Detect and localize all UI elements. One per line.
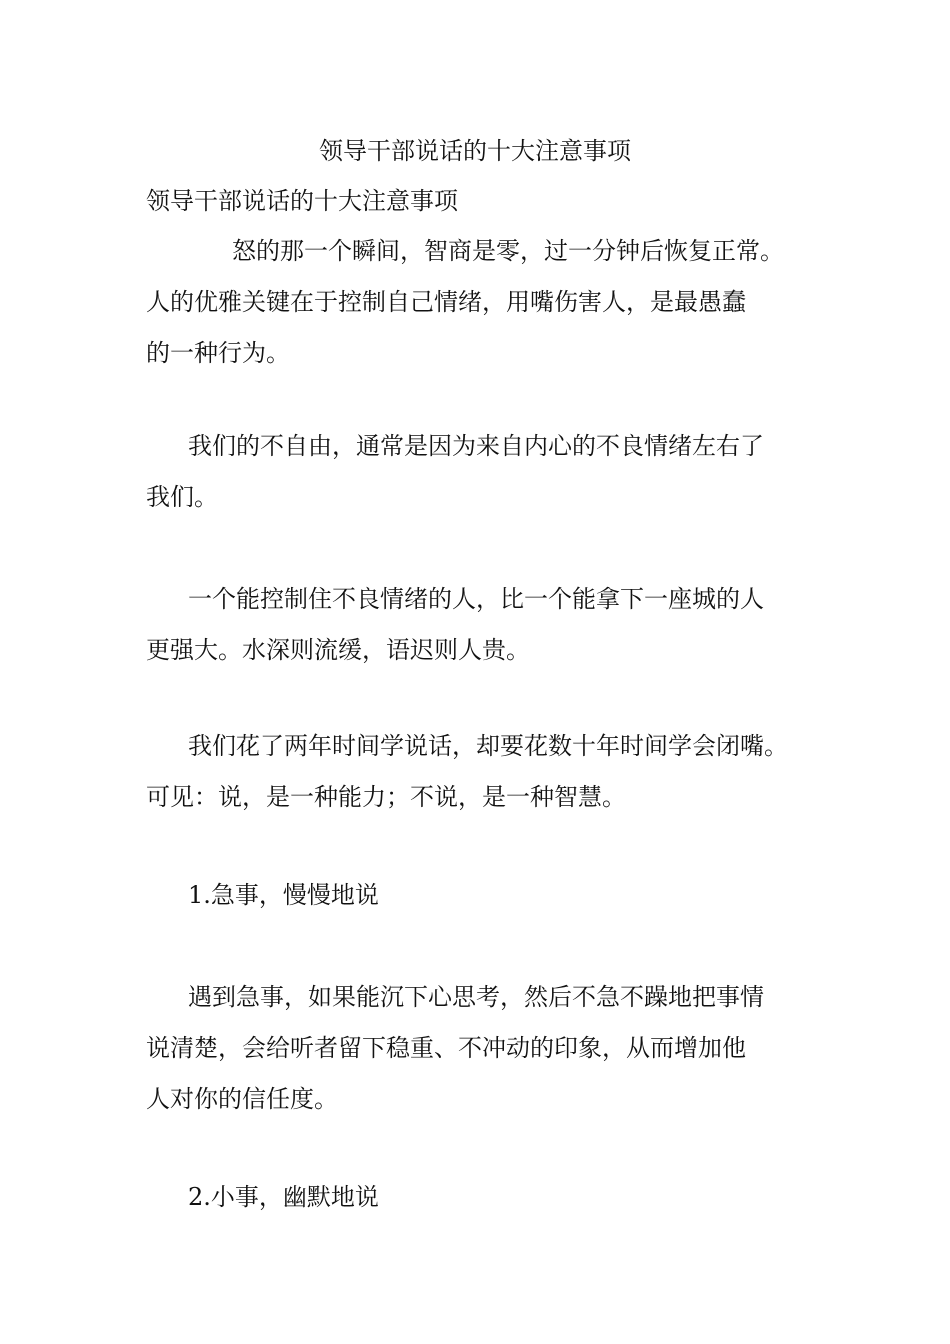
paragraph-line: 人对你的信任度。 xyxy=(146,1085,338,1113)
heading-line: 1.急事，慢慢地说 xyxy=(188,881,379,909)
paragraph-freedom xyxy=(146,421,826,523)
section-heading-1 xyxy=(146,870,826,921)
paragraph-line: 遇到急事，如果能沉下心思考，然后不急不躁地把事情 xyxy=(188,983,764,1011)
document-subtitle: 领导干部说话的十大注意事项 xyxy=(146,187,458,215)
paragraph-anger xyxy=(146,226,826,379)
document-title: 领导干部说话的十大注意事项 xyxy=(319,137,631,165)
paragraph-line: 我们。 xyxy=(146,483,218,511)
paragraph-line: 怒的那一个瞬间，智商是零，过一分钟后恢复正常。 xyxy=(232,237,784,265)
paragraph-line: 的一种行为。 xyxy=(146,339,290,367)
paragraph-line: 说清楚，会给听者留下稳重、不冲动的印象，从而增加他 xyxy=(146,1034,746,1062)
heading-line: 2.小事，幽默地说 xyxy=(188,1183,379,1211)
paragraph-speech xyxy=(146,721,826,823)
paragraph-urgent xyxy=(146,972,826,1125)
paragraph-control xyxy=(146,574,826,676)
section-heading-2 xyxy=(146,1172,826,1223)
paragraph-line: 更强大。水深则流缓，语迟则人贵。 xyxy=(146,636,530,664)
paragraph-line: 我们的不自由，通常是因为来自内心的不良情绪左右了 xyxy=(188,432,764,460)
paragraph-line: 一个能控制住不良情绪的人，比一个能拿下一座城的人 xyxy=(188,585,764,613)
paragraph-line: 人的优雅关键在于控制自己情绪，用嘴伤害人，是最愚蠢 xyxy=(146,288,746,316)
paragraph-line: 我们花了两年时间学说话，却要花数十年时间学会闭嘴。 xyxy=(188,732,788,760)
paragraph-line: 可见：说，是一种能力；不说，是一种智慧。 xyxy=(146,783,626,811)
